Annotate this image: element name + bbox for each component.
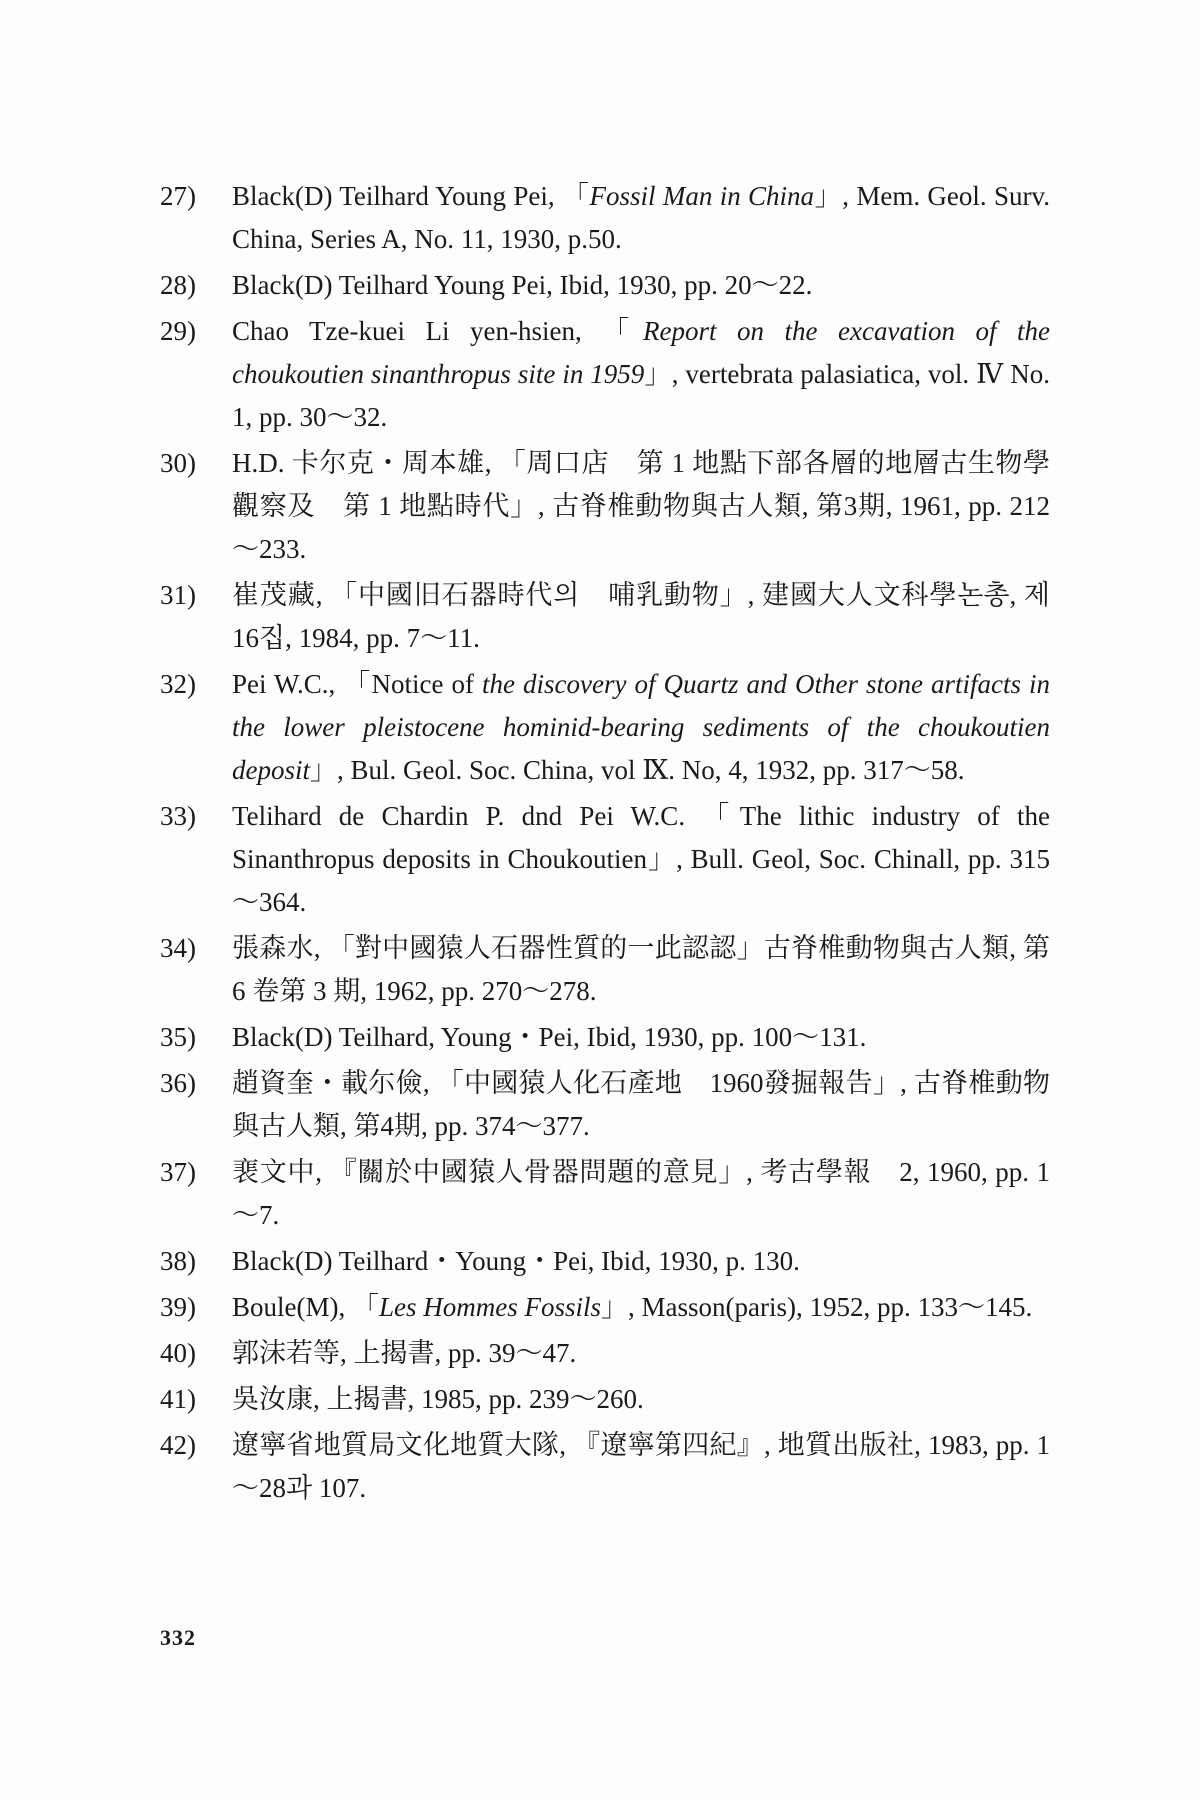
footnote-item	[160, 175, 1050, 261]
footnote-item	[160, 264, 1050, 307]
footnote-item	[160, 795, 1050, 924]
footnote-number: 30)	[160, 448, 196, 478]
footnote-text	[232, 1157, 1050, 1230]
footnote-text	[232, 1068, 1050, 1141]
footnote-text	[232, 1022, 866, 1052]
footnote-text	[232, 801, 1050, 917]
citation-fragment: 」, vertebrata palasiatica, vol. Ⅳ No. 1, pp. 30～32.	[232, 359, 1050, 432]
footnote-number: 37)	[160, 1157, 196, 1187]
citation-fragment: H.D. 卡尔克・周本雄, 「周口店 第 1 地點下部各層的地層古生物學觀察及 第 1 地點時代」, 古脊椎動物與古人類, 第3期, 1961, pp. 212～233.	[232, 448, 1050, 564]
footnote-text	[232, 1338, 576, 1368]
footnote-text	[232, 448, 1050, 564]
footnote-number: 35)	[160, 1022, 196, 1052]
citation-fragment: Boule(M), 「	[232, 1292, 379, 1322]
footnote-number: 31)	[160, 580, 196, 610]
citation-fragment: Black(D) Teilhard Young Pei, 「	[232, 181, 590, 211]
footnote-text	[232, 316, 1050, 432]
footnote-item	[160, 574, 1050, 660]
citation-fragment: Chao Tze-kuei Li yen-hsien, 「	[232, 316, 643, 346]
footnote-text	[232, 1246, 800, 1276]
footnote-item	[160, 1151, 1050, 1237]
footnote-number: 29)	[160, 316, 196, 346]
footnote-text	[232, 1430, 1050, 1503]
footnote-number: 32)	[160, 669, 196, 699]
footnote-item	[160, 442, 1050, 571]
footnote-item	[160, 1062, 1050, 1148]
citation-fragment: 裵文中, 『關於中國猿人骨器問題的意見」, 考古學報 2, 1960, pp. 1～7.	[232, 1157, 1050, 1230]
citation-fragment: 郭沫若等, 上揭書, pp. 39～47.	[232, 1338, 577, 1368]
footnote-item	[160, 1332, 1050, 1375]
footnote-text	[232, 1384, 644, 1414]
footnote-number: 28)	[160, 270, 196, 300]
footnote-text	[232, 669, 1050, 785]
cited-title: Fossil Man in China	[589, 181, 815, 211]
footnote-text	[232, 1292, 1032, 1322]
citation-fragment: Black(D) Teilhard, Young・Pei, Ibid, 1930, pp. 100～131.	[232, 1022, 867, 1052]
footnote-item	[160, 1286, 1050, 1329]
footnote-number: 36)	[160, 1068, 196, 1098]
footnote-number: 38)	[160, 1246, 196, 1276]
cited-title: Report on the excavation of the choukoutien sinanthropus site in 1959	[232, 316, 1050, 389]
footnote-text	[232, 580, 1050, 653]
footnote-list	[160, 175, 1050, 1513]
citation-fragment: 趙資奎・載尓儉, 「中國猿人化石產地 1960發掘報告」, 古脊椎動物與古人類, 第4期, pp. 374～377.	[232, 1068, 1050, 1141]
footnote-text	[232, 933, 1050, 1006]
footnote-number: 39)	[160, 1292, 196, 1322]
citation-fragment: Black(D) Teilhard Young Pei, Ibid, 1930, pp. 20～22.	[232, 270, 813, 300]
citation-fragment: Black(D) Teilhard・Young・Pei, Ibid, 1930, p. 130.	[232, 1246, 800, 1276]
citation-fragment: 」, Mem. Geol. Surv. China, Series A, No. 11, 1930, p.50.	[232, 181, 1050, 254]
citation-fragment: 遼寧省地質局文化地質大隊, 『遼寧第四紀』, 地質出版社, 1983, pp. 1～28과 107.	[232, 1430, 1050, 1503]
footnote-text	[232, 270, 812, 300]
citation-fragment: 崔茂藏, 「中國旧石器時代의 哺乳動物」, 建國大人文科學논총, 제16집, 1984, pp. 7～11.	[232, 580, 1050, 653]
citation-fragment: Pei W.C., 「Notice of	[232, 669, 483, 699]
footnote-item	[160, 1424, 1050, 1510]
cited-title: the discovery of Quartz and Other stone artifacts in the lower pleistocene hominid-bearing sediments of the choukoutien deposit	[232, 669, 1050, 785]
footnote-item	[160, 663, 1050, 792]
citation-fragment: 張森水, 「對中國猿人石器性質的一此認認」古脊椎動物與古人類, 第 6 卷第 3 期, 1962, pp. 270～278.	[232, 933, 1050, 1006]
footnote-item	[160, 1016, 1050, 1059]
citation-fragment: Telihard de Chardin P. dnd Pei W.C. 「The lithic industry of the Sinanthropus deposits in Choukoutien」, Bull. Geol, Soc. Chinall, pp. 315～364.	[232, 801, 1050, 917]
footnote-number: 41)	[160, 1384, 196, 1414]
citation-fragment: 」, Bul. Geol. Soc. China, vol Ⅸ. No, 4, 1932, pp. 317～58.	[310, 755, 965, 785]
page-number: 332	[160, 1625, 196, 1650]
footnote-number: 33)	[160, 801, 196, 831]
footnote-item	[160, 1378, 1050, 1421]
cited-title: Les Hommes Fossils	[378, 1292, 601, 1322]
footnote-item	[160, 310, 1050, 439]
footnote-number: 40)	[160, 1338, 196, 1368]
footnote-number: 42)	[160, 1430, 196, 1460]
citation-fragment: 吳汝康, 上揭書, 1985, pp. 239～260.	[232, 1384, 644, 1414]
citation-fragment: 」, Masson(paris), 1952, pp. 133～145.	[601, 1292, 1033, 1322]
footnote-item	[160, 1240, 1050, 1283]
footnote-number: 34)	[160, 933, 196, 963]
footnote-number: 27)	[160, 181, 196, 211]
footnote-item	[160, 927, 1050, 1013]
footnote-text	[232, 181, 1050, 254]
